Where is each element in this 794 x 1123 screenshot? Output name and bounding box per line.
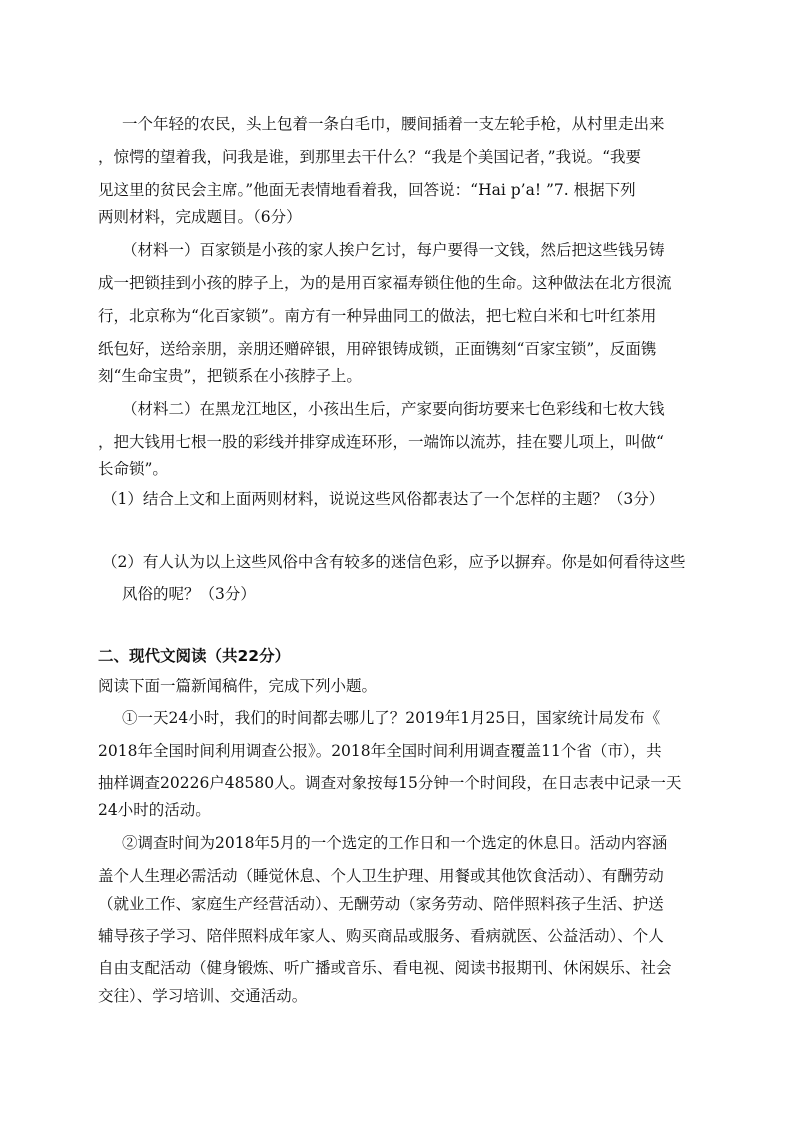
paragraph-one-line: 2018年全国时间利用调查公报》。2018年全国时间利用调查覆盖11个省（市），共 bbox=[98, 742, 662, 760]
paragraph-two-line: ②调查时间为2018年5月的一个选定的工作日和一个选定的休息日。活动内容涵 bbox=[122, 834, 668, 852]
question-two-line: （2）有人认为以上这些风俗中含有较多的迷信色彩，应予以摒弃。你是如何看待这些 bbox=[102, 553, 686, 571]
material-one-line: （材料一）百家锁是小孩的家人挨户乞讨，每户要得一文钱，然后把这些钱另铸 bbox=[122, 241, 665, 259]
material-one-line: 成一把锁挂到小孩的脖子上，为的是用百家福寿锁住他的生命。这种做法在北方很流 bbox=[98, 274, 672, 292]
material-one-line: 纸包好，送给亲朋，亲朋还赠碎银，用碎银铸成锁，正面镌刻“百家宝锁”，反面镌 bbox=[98, 340, 657, 358]
section-instruction: 阅读下面一篇新闻稿件，完成下列小题。 bbox=[98, 677, 378, 695]
question-seven-intro: 两则材料，完成题目。（6分） bbox=[98, 208, 302, 226]
material-two-line: 长命锁”。 bbox=[98, 460, 168, 478]
paragraph-two-line: （就业工作、家庭生产经营活动）、无酬劳动（家务劳动、陪伴照料孩子生活、护送 bbox=[98, 895, 664, 913]
material-one-line: 刻“生命宝贵”，把锁系在小孩脖子上。 bbox=[98, 367, 362, 385]
paragraph-one-line: 抽样调查20226户48580人。调查对象按每15分钟一个时间段，在日志表中记录一天 bbox=[98, 774, 682, 792]
passage-line: 见这里的贫民会主席。”他面无表情地看着我，回答说：“Hai p’a! ”7. 根据下列 bbox=[98, 181, 636, 199]
question-two-line: 风俗的呢？（3分） bbox=[122, 585, 256, 603]
paragraph-one-line: 24小时的活动。 bbox=[98, 801, 211, 819]
paragraph-one-line: ①一天24小时，我们的时间都去哪儿了？2019年1月25日，国家统计局发布《 bbox=[122, 709, 661, 727]
paragraph-two-line: 盖个人生理必需活动（睡觉休息、个人卫生护理、用餐或其他饮食活动）、有酬劳动 bbox=[98, 867, 664, 885]
material-two-line: ，把大钱用七根一股的彩线并排穿成连环形，一端饰以流苏，挂在婴儿项上，叫做“ bbox=[98, 433, 664, 451]
paragraph-two-line: 交往）、学习培训、交通活动。 bbox=[98, 987, 308, 1005]
paragraph-two-line: 辅导孩子学习、陪伴照料成年家人、购买商品或服务、看病就医、公益活动）、个人 bbox=[98, 927, 664, 945]
passage-line: 一个年轻的农民，头上包着一条白毛巾，腰间插着一支左轮手枪，从村里走出来 bbox=[122, 115, 665, 133]
paragraph-two-line: 自由支配活动（健身锻炼、听广播或音乐、看电视、阅读书报期刊、休闲娱乐、社会 bbox=[98, 959, 672, 977]
material-two-line: （材料二）在黑龙江地区，小孩出生后，产家要向街坊要来七色彩线和七枚大钱 bbox=[122, 400, 665, 418]
material-one-line: 行，北京称为“化百家锁”。南方有一种异曲同工的做法，把七粒白米和七叶红茶用 bbox=[98, 307, 657, 325]
passage-line: ，惊愕的望着我，问我是谁，到那里去干什么？“我是个美国记者，”我说。“我要 bbox=[98, 148, 642, 166]
section-heading: 二、现代文阅读（共22分） bbox=[98, 647, 291, 665]
question-one: （1）结合上文和上面两则材料，说说这些风俗都表达了一个怎样的主题？（3分） bbox=[102, 490, 665, 508]
